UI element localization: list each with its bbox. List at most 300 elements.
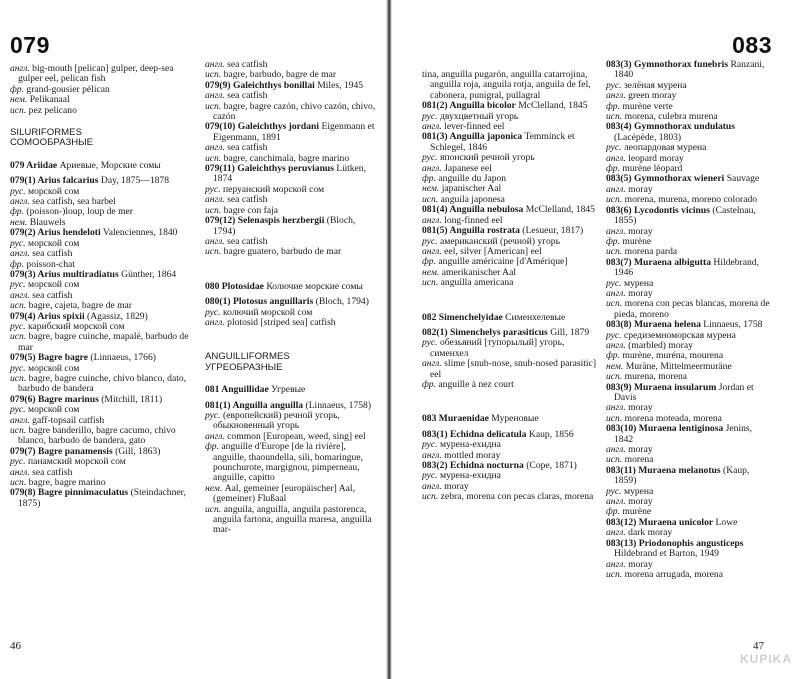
- language-label: англ.: [205, 430, 225, 442]
- translation-text: morena con pecas blancas, morena de pieda, moreno: [614, 298, 770, 320]
- translation-text: anguille américaine [d'Amérique]: [438, 256, 568, 268]
- species-author: Temminck et Schlegel, 1846: [430, 131, 575, 153]
- translation-text: moray: [628, 183, 653, 195]
- species-name: 081(5) Anguilla rostrata: [422, 225, 520, 237]
- language-label: англ.: [10, 289, 30, 301]
- translation-text: sea catfish: [227, 59, 268, 70]
- translation-text: bagre, bagre marino: [28, 477, 106, 489]
- species-name: 083(13) Priodonophis angusticeps: [606, 537, 744, 549]
- translation-text: Muräne, Mittelmeermuräne: [625, 360, 732, 372]
- species-entry: [205, 216, 379, 237]
- translation-text: moray: [444, 480, 469, 492]
- language-label: англ.: [606, 527, 626, 539]
- language-label: фр.: [606, 350, 621, 362]
- translation-text: murena, morena: [624, 371, 688, 383]
- translation-text: morena parda: [624, 246, 678, 258]
- language-label: фр.: [422, 256, 437, 268]
- species-author: (Linnaeus, 1766): [90, 352, 156, 364]
- translation-text: мурена: [624, 277, 654, 289]
- right-column-1: [422, 70, 600, 503]
- right-column-2: [606, 60, 772, 580]
- left-column-2: [205, 60, 379, 536]
- language-label: англ.: [422, 449, 442, 461]
- translation-line: [205, 411, 379, 432]
- translation-text: мурена-ехидна: [440, 439, 501, 451]
- family-entry: [10, 161, 193, 171]
- translation-text: Blauwels: [29, 216, 66, 228]
- translation-text: anguilla americana: [440, 277, 514, 289]
- species-entry: [606, 60, 772, 81]
- translation-line: [422, 338, 600, 359]
- family-code: 081 Anguillidae: [205, 384, 269, 396]
- species-name: 083(9) Muraena insularum: [606, 381, 717, 393]
- spacer: [422, 390, 600, 402]
- translation-text: murène, muréna, mourena: [622, 350, 724, 362]
- language-label: фр.: [10, 258, 25, 270]
- species-name: 083(11) Muraena melanotus: [606, 464, 721, 476]
- species-entry: [606, 122, 772, 143]
- translation-text: sea catfish: [32, 248, 73, 260]
- translation-text: moray: [628, 558, 653, 570]
- language-label: исп.: [422, 193, 439, 205]
- language-label: рус.: [205, 306, 221, 318]
- language-label: англ.: [10, 414, 30, 426]
- translation-text: мурена: [624, 485, 654, 497]
- species-author: (Cope, 1871): [526, 460, 577, 471]
- language-label: англ.: [606, 496, 626, 508]
- species-name: 083(12) Muraena unicolor: [606, 516, 714, 528]
- translation-text: (европейский) речной угорь, обыкновенный угорь: [213, 409, 340, 432]
- species-name: 079(8) Bagre pinnimaculatus: [10, 487, 129, 499]
- language-label: рус.: [422, 439, 438, 451]
- language-label: англ.: [205, 142, 225, 154]
- translation-text: moray: [628, 287, 653, 299]
- species-author: Linnaeus, 1758: [703, 319, 763, 331]
- language-label: англ.: [10, 248, 30, 260]
- translation-line: [422, 359, 600, 380]
- language-label: англ.: [422, 121, 442, 133]
- language-label: рус.: [10, 185, 26, 197]
- translation-text: морской сом: [28, 279, 80, 291]
- language-label: исп.: [10, 300, 27, 312]
- species-name: 079(6) Bagre marinus: [10, 393, 99, 405]
- species-author: Lowe: [715, 516, 738, 528]
- species-author: Miles, 1945: [317, 79, 364, 91]
- translation-text: bagre, bagre cazón, chivo cazón, chivo, cazón: [213, 100, 376, 123]
- translation-text: bagre, bagre cuinche, mapalé, barbudo de mar: [18, 331, 189, 353]
- translation-text: американский (речной) угорь: [440, 235, 560, 247]
- species-author: Jenins, 1842: [614, 423, 753, 445]
- language-label: фр.: [606, 100, 621, 112]
- translation-text: морской сом: [28, 404, 80, 416]
- language-label: рус.: [205, 409, 221, 421]
- translation-text: anguille à nez court: [438, 378, 514, 390]
- species-author: Kaup, 1856: [528, 428, 574, 440]
- translation-line: [422, 380, 600, 390]
- language-label: исп.: [606, 194, 623, 206]
- species-name: 083(2) Echidna nocturna: [422, 460, 524, 471]
- language-label: рус.: [422, 337, 438, 349]
- species-author: Sauvage: [726, 173, 760, 185]
- translation-line: [205, 442, 379, 484]
- translation-line: [10, 106, 193, 116]
- language-label: рус.: [422, 470, 438, 482]
- species-name: 083(10) Muraena lentiginosa: [606, 423, 724, 435]
- translation-text: common [European, weed, sing] eel: [227, 430, 366, 442]
- language-label: рус.: [10, 237, 26, 249]
- species-name: 081(1) Anguilla anguilla: [205, 399, 304, 411]
- translation-line: [10, 332, 193, 353]
- translation-text: morena, murena, moreno colorado: [624, 194, 758, 206]
- translation-text: leopard moray: [628, 152, 684, 164]
- species-author: Hildebrand, 1946: [614, 256, 759, 279]
- translation-text: bagre, canchimala, bagre marino: [223, 152, 350, 164]
- family-code: 079 Ariidae: [10, 159, 58, 171]
- translation-text: poisson-chat: [26, 258, 75, 270]
- order-heading: SILURIFORMES: [10, 127, 82, 139]
- translation-text: eel, silver [American] eel: [444, 245, 542, 257]
- family-code: 080 Plotosidae: [205, 280, 264, 292]
- translation-text: green moray: [628, 90, 677, 102]
- translation-text: big-mouth [pelican] gulper, deep-sea gulper eel, pelican fish: [18, 63, 174, 85]
- species-name: 083(3) Gymnothorax funebris: [606, 59, 729, 70]
- translation-text: grand-gousier pélican: [26, 83, 110, 95]
- species-author: (Lesueur, 1817): [522, 225, 584, 237]
- language-label: исп.: [205, 69, 222, 81]
- language-label: исп.: [606, 246, 623, 258]
- language-label: англ.: [422, 358, 442, 370]
- language-label: исп.: [606, 298, 623, 310]
- language-label: рус.: [10, 362, 26, 374]
- translation-text: панамский морской сом: [28, 456, 126, 468]
- language-label: исп.: [10, 477, 27, 489]
- translation-text: morena arrugada, morena: [624, 568, 723, 580]
- translation-line: [10, 374, 193, 395]
- translation-text: средиземноморская мурена: [624, 329, 736, 341]
- language-label: нем.: [606, 360, 624, 372]
- language-label: фр.: [606, 506, 621, 518]
- translation-text: колючий морской сом: [223, 306, 313, 318]
- translation-text: murène léopard: [622, 163, 683, 175]
- translation-text: mottled moray: [444, 449, 501, 461]
- language-label: англ.: [606, 444, 626, 456]
- translation-text: морской сом: [28, 237, 80, 249]
- translation-text: Pelikanaal: [29, 94, 70, 106]
- language-label: рус.: [10, 279, 26, 291]
- language-label: рус.: [10, 404, 26, 416]
- language-label: рус.: [606, 79, 622, 91]
- right-page-header: 083: [732, 32, 772, 58]
- species-author: Day, 1875—1878: [100, 175, 170, 187]
- family-name: Сименхелевые: [505, 311, 566, 323]
- species-entry: [606, 206, 772, 227]
- translation-text: морской сом: [28, 185, 80, 197]
- species-author: Ranzani, 1840: [614, 59, 765, 81]
- species-name: 079(2) Arius hendeloti: [10, 227, 101, 239]
- left-column-1: [10, 64, 193, 509]
- left-page: [0, 0, 388, 679]
- translation-text: обезьяний [тупорылый] угорь, сименхел: [430, 337, 565, 359]
- species-name: 079(12) Selenaspis herzbergii: [205, 215, 325, 227]
- translation-text: tina, anguilla pugarón, anguilla catarrojina, anguilla roja, anguila rotja, anguila de fel, cabonera, punigral, pullagral: [422, 69, 591, 101]
- translation-text: moray: [628, 444, 653, 456]
- language-label: исп.: [422, 491, 439, 503]
- translation-text: bagre con faja: [223, 204, 279, 216]
- translation-text: bagre, barbudo, bagre de mar: [223, 69, 337, 81]
- species-name: 079(11) Galeichthys peruvianus: [205, 163, 334, 175]
- translation-text: murène: [622, 235, 652, 247]
- translation-text: sea catfish: [227, 90, 268, 102]
- translation-text: murène verte: [622, 100, 673, 112]
- species-author: (Castelnau, 1855): [614, 204, 756, 227]
- species-entry: [606, 539, 772, 560]
- language-label: англ.: [606, 183, 626, 195]
- language-label: англ.: [205, 90, 225, 102]
- translation-text: murène: [622, 506, 652, 518]
- language-label: фр.: [10, 206, 25, 218]
- language-label: нем.: [422, 183, 440, 195]
- species-name: 082(1) Simenchelys parasiticus: [422, 326, 548, 338]
- species-entry: [205, 122, 379, 143]
- language-label: англ.: [205, 59, 225, 70]
- translation-text: (marbled) moray: [628, 339, 693, 351]
- species-name: 079(5) Bagre bagre: [10, 352, 88, 364]
- family-code: 083 Muraenidae: [422, 413, 489, 425]
- translation-text: японский речной угорь: [440, 152, 535, 164]
- spacer: [205, 328, 379, 340]
- species-author: (Steindachner, 1875): [18, 487, 186, 509]
- language-label: исп.: [205, 246, 222, 258]
- language-label: исп.: [205, 152, 222, 164]
- translation-text: zebra, morena con pecas claras, morena: [440, 491, 594, 503]
- species-author: (Bloch, 1794): [315, 296, 369, 308]
- species-name: 081(2) Anguilla bicolor: [422, 100, 516, 112]
- species-author: (Linnaeus, 1758): [305, 399, 372, 411]
- species-author: Günther, 1864: [121, 268, 177, 280]
- translation-text: dark moray: [628, 527, 673, 539]
- right-page: [392, 0, 800, 679]
- translation-text: anguille du Japon: [438, 173, 507, 185]
- family-code: 082 Simenchelyidae: [422, 311, 503, 323]
- language-label: англ.: [422, 245, 442, 257]
- species-author: (Bloch, 1794): [213, 215, 356, 237]
- species-author: (Mitchill, 1811): [101, 393, 163, 405]
- family-name: Колючие морские сомы: [266, 280, 363, 292]
- family-name: Ариевые, Морские сомы: [59, 159, 161, 171]
- language-label: рус.: [606, 142, 622, 154]
- language-label: фр.: [606, 235, 621, 247]
- language-label: фр.: [422, 173, 437, 185]
- language-label: исп.: [205, 503, 222, 515]
- species-name: 083(1) Echidna delicatula: [422, 428, 527, 440]
- language-label: англ.: [422, 480, 442, 492]
- translation-text: карибский морской сом: [28, 320, 125, 332]
- species-author: Hildebrand et Barton, 1949: [614, 548, 719, 560]
- language-label: англ.: [10, 196, 30, 208]
- family-entry: [205, 385, 379, 395]
- order-heading: СОМООБРАЗНЫЕ: [10, 137, 94, 149]
- translation-text: slime [snub-nose, snub-nosed parasitic] eel: [430, 358, 597, 380]
- species-author: Eigenmann et Eigenmann, 1891: [213, 121, 375, 143]
- translation-line: [606, 299, 772, 320]
- species-name: 079(9) Galeichthys bonillai: [205, 79, 315, 91]
- species-entry: [606, 424, 772, 445]
- translation-text: Japanese eel: [444, 162, 492, 174]
- language-label: фр.: [205, 441, 220, 453]
- language-label: англ.: [205, 235, 225, 247]
- language-label: англ.: [422, 214, 442, 226]
- language-label: исп.: [606, 111, 623, 123]
- species-author: (Lacépède, 1803): [614, 131, 682, 143]
- translation-line: [205, 102, 379, 123]
- language-label: англ.: [606, 152, 626, 164]
- translation-text: amerikanischer Aal: [441, 266, 517, 278]
- translation-text: мурена-ехидна: [440, 470, 501, 482]
- translation-text: Aal, gemeiner [europäischer] Aal, (gemeiner) Flußaal: [213, 482, 355, 505]
- language-label: англ.: [10, 63, 30, 74]
- species-entry: [606, 258, 772, 279]
- language-label: нем.: [10, 94, 28, 106]
- language-label: англ.: [205, 194, 225, 206]
- family-entry: [422, 313, 600, 323]
- species-author: Jordan et Davis: [614, 381, 754, 403]
- species-name: 083(7) Muraena albigutta: [606, 256, 711, 268]
- translation-text: anguila, anguilla, anguila pastorenca, anguila fartona, anguilla maresa, anguilla mar-: [213, 503, 372, 536]
- translation-text: moray: [628, 225, 653, 237]
- translation-line: [205, 484, 379, 505]
- species-name: 083(8) Muraena helena: [606, 319, 701, 331]
- language-label: исп.: [10, 331, 27, 343]
- language-label: нем.: [205, 482, 223, 494]
- language-label: рус.: [205, 183, 221, 195]
- species-name: 083(5) Gymnothorax wieneri: [606, 173, 725, 185]
- translation-text: зелёная мурена: [624, 79, 687, 91]
- language-label: фр.: [422, 378, 437, 390]
- language-label: исп.: [606, 371, 623, 383]
- language-label: англ.: [606, 90, 626, 102]
- translation-line: [10, 64, 193, 85]
- translation-text: sea catfish: [227, 142, 268, 154]
- species-author: (Agassiz, 1829): [87, 310, 148, 322]
- translation-text: bagre, cajeta, bagre de mar: [28, 300, 133, 312]
- language-label: рус.: [422, 235, 438, 247]
- translation-line: [422, 70, 600, 101]
- translation-text: morena, culebra murena: [624, 111, 718, 123]
- family-entry: [205, 282, 379, 292]
- species-author: (Kaup, 1859): [614, 464, 750, 487]
- translation-text: plotosid [striped sea] catfish: [227, 316, 336, 328]
- species-author: (Gill, 1863): [115, 445, 161, 457]
- species-name: 083(4) Gymnothorax undulatus: [606, 121, 736, 133]
- language-label: англ.: [606, 558, 626, 570]
- translation-text: morena: [624, 454, 654, 466]
- species-name: 083(6) Lycodontis vicinus: [606, 204, 710, 216]
- language-label: рус.: [422, 152, 438, 164]
- translation-line: [422, 492, 600, 502]
- species-name: 079(7) Bagre panamensis: [10, 445, 113, 457]
- species-name: 079(10) Galeichthys jordani: [205, 121, 320, 133]
- translation-text: sea catfish: [227, 194, 268, 206]
- spacer: [205, 258, 379, 270]
- translation-text: lever-finned eel: [444, 121, 505, 133]
- translation-line: [10, 426, 193, 447]
- translation-line: [606, 570, 772, 580]
- translation-text: sea catfish: [227, 235, 268, 247]
- species-entry: [606, 466, 772, 487]
- language-label: фр.: [10, 83, 25, 95]
- order-heading: УГРЕОБРАЗНЫЕ: [205, 361, 283, 373]
- language-label: фр.: [606, 163, 621, 175]
- right-page-number: 47: [753, 640, 764, 652]
- translation-text: леопардовая мурена: [624, 142, 707, 154]
- spacer: [422, 289, 600, 301]
- species-author: McClelland, 1845: [525, 204, 595, 216]
- watermark: KUPIKA: [739, 652, 792, 666]
- family-name: Угревые: [271, 384, 306, 396]
- translation-text: moray: [628, 496, 653, 508]
- translation-text: bagre banderillo, bagre cacumo, chivo blanco, barbudo de bandera, gato: [18, 425, 176, 447]
- language-label: англ.: [205, 316, 225, 328]
- language-label: англ.: [606, 287, 626, 299]
- translation-line: [205, 247, 379, 257]
- species-name: 079(4) Arius spixii: [10, 310, 85, 322]
- translation-text: двухцветный угорь: [440, 110, 519, 122]
- left-page-header: 079: [10, 32, 50, 58]
- language-label: нем.: [10, 216, 28, 228]
- species-entry: [205, 164, 379, 185]
- language-label: исп.: [10, 425, 27, 436]
- species-name: 080(1) Plotosus anguillaris: [205, 296, 314, 308]
- language-label: исп.: [10, 372, 27, 384]
- language-label: исп.: [205, 100, 222, 112]
- species-entry: [422, 132, 600, 153]
- translation-text: morena moteada, morena: [624, 412, 722, 424]
- translation-text: sea catfish: [32, 289, 73, 301]
- language-label: исп.: [606, 568, 623, 580]
- species-name: 079(3) Arius multiradiatus: [10, 268, 119, 280]
- translation-line: [205, 318, 379, 328]
- language-label: рус.: [422, 110, 438, 122]
- language-label: рус.: [606, 277, 622, 289]
- species-author: Gill, 1879: [550, 326, 590, 338]
- translation-text: перуанский морской сом: [223, 183, 325, 195]
- translation-text: sea catfish, sea barbel: [32, 196, 116, 208]
- language-label: англ.: [422, 162, 442, 174]
- translation-text: bagre guatero, barbudo de mar: [223, 246, 342, 258]
- language-label: англ.: [606, 339, 626, 351]
- species-author: McClelland, 1845: [518, 100, 588, 112]
- translation-text: gaff-topsail catfish: [32, 414, 105, 426]
- language-label: нем.: [422, 266, 440, 278]
- language-label: рус.: [606, 329, 622, 341]
- translation-text: japanischer Aal: [441, 183, 502, 195]
- language-label: исп.: [10, 104, 27, 116]
- translation-text: anguille d'Europe [de la rivière], anguille, thaoundella, sili, bomaringue, pounchurote, margignou, pimperneau, anguille, capitto: [213, 441, 364, 484]
- family-entry: [422, 414, 600, 424]
- translation-text: bagre, bagre cuinche, chivo blanco, dato, barbudo de bandera: [18, 372, 187, 395]
- species-entry: [10, 488, 193, 509]
- order-heading: ANGUILLIFORMES: [205, 351, 290, 363]
- translation-text: морской сом: [28, 362, 80, 374]
- species-author: Valenciennes, 1840: [102, 227, 178, 239]
- language-label: исп.: [205, 204, 222, 216]
- translation-line: [422, 278, 600, 288]
- translation-text: sea catfish: [32, 466, 73, 478]
- translation-text: pez pelicano: [28, 104, 77, 116]
- species-name: 079(1) Arius falcarius: [10, 175, 99, 187]
- species-name: 081(3) Anguilla japonica: [422, 131, 523, 143]
- species-author: Lütken, 1874: [213, 163, 366, 185]
